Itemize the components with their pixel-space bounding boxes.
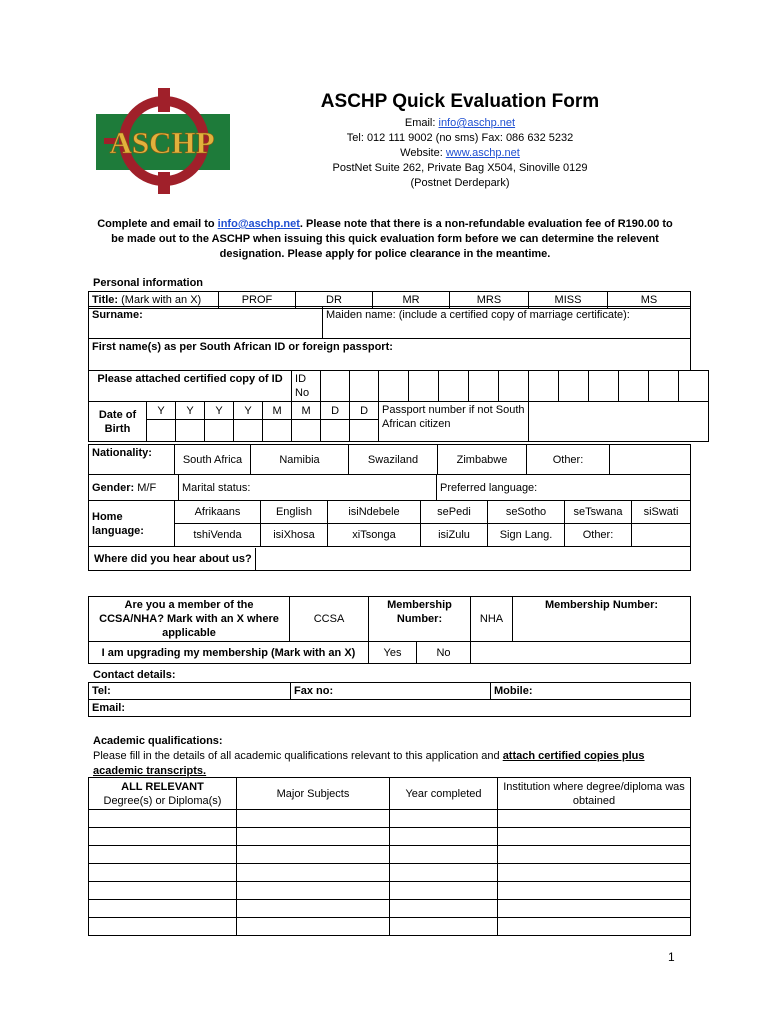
id-dob-table bbox=[88, 370, 709, 442]
year-cell[interactable] bbox=[390, 828, 498, 846]
title-dr[interactable]: DR bbox=[296, 292, 373, 309]
dob-m2: M bbox=[292, 402, 321, 420]
lang-isixhosa[interactable]: isiXhosa bbox=[261, 524, 328, 547]
subjects-cell[interactable] bbox=[237, 864, 390, 882]
academic-table bbox=[88, 777, 691, 936]
institution-cell[interactable] bbox=[498, 882, 691, 900]
upgrading-label: I am upgrading my membership (Mark with an X) bbox=[89, 642, 369, 664]
dob-box-2[interactable] bbox=[176, 420, 205, 442]
upgrading-extra[interactable] bbox=[471, 642, 691, 664]
mobile-field[interactable]: Mobile: bbox=[491, 683, 691, 700]
year-cell[interactable] bbox=[390, 882, 498, 900]
page-number: 1 bbox=[668, 950, 675, 964]
lang-tshivenda[interactable]: tshiVenda bbox=[175, 524, 261, 547]
table-row bbox=[89, 882, 691, 900]
maiden-name-field[interactable]: Maiden name: (include a certified copy of marriage certificate): bbox=[323, 307, 691, 339]
institution-cell[interactable] bbox=[498, 918, 691, 936]
id-box-2[interactable] bbox=[350, 371, 379, 402]
academic-section-text bbox=[93, 734, 683, 779]
header-email: Email: info@aschp.net bbox=[404, 117, 516, 129]
aschp-logo bbox=[96, 88, 230, 194]
passport-field[interactable] bbox=[529, 402, 709, 442]
first-names-field[interactable]: First name(s) as per South African ID or foreign passport: bbox=[89, 339, 691, 371]
membership-table bbox=[88, 596, 691, 664]
institution-cell[interactable] bbox=[498, 828, 691, 846]
fax-field[interactable]: Fax no: bbox=[291, 683, 491, 700]
id-box-5[interactable] bbox=[439, 371, 469, 402]
logo-text: ASCHP bbox=[109, 125, 215, 160]
header-tel: Tel: 012 111 9002 (no sms) Fax: 086 632 5232 bbox=[346, 132, 574, 144]
dob-box-6[interactable] bbox=[292, 420, 321, 442]
nationality-other[interactable]: Other: bbox=[527, 445, 610, 475]
subjects-cell[interactable] bbox=[237, 918, 390, 936]
subjects-cell[interactable] bbox=[237, 828, 390, 846]
upgrading-yes[interactable]: Yes bbox=[369, 642, 417, 664]
lang-afrikaans[interactable]: Afrikaans bbox=[175, 501, 261, 524]
dob-label: Date of Birth bbox=[89, 402, 147, 442]
subjects-cell[interactable] bbox=[237, 846, 390, 864]
lang-isizulu[interactable]: isiZulu bbox=[421, 524, 488, 547]
id-box-10[interactable] bbox=[589, 371, 619, 402]
nationality-zimbabwe[interactable]: Zimbabwe bbox=[438, 445, 527, 475]
year-cell[interactable] bbox=[390, 864, 498, 882]
personal-heading: Personal information bbox=[93, 277, 204, 289]
marital-status-field[interactable]: Marital status: bbox=[179, 475, 437, 501]
id-box-11[interactable] bbox=[619, 371, 649, 402]
table-row bbox=[89, 846, 691, 864]
title-ms[interactable]: MS bbox=[608, 292, 691, 309]
id-copy-label: Please attached certified copy of ID bbox=[89, 371, 292, 402]
surname-field[interactable]: Surname: bbox=[89, 307, 323, 339]
lang-sepedi[interactable]: sePedi bbox=[421, 501, 488, 524]
degree-cell[interactable] bbox=[89, 810, 237, 828]
academic-description: Please fill in the details of all academic qualifications relevant to this application and attach certified copies plus academic transcripts. bbox=[93, 750, 645, 777]
table-row bbox=[89, 918, 691, 936]
degree-cell[interactable] bbox=[89, 882, 237, 900]
preferred-language-field[interactable]: Preferred language: bbox=[437, 475, 691, 501]
passport-label: Passport number if not South African citizen bbox=[379, 402, 529, 442]
subjects-cell[interactable] bbox=[237, 900, 390, 918]
dob-box-7[interactable] bbox=[321, 420, 350, 442]
email-field[interactable]: Email: bbox=[89, 700, 691, 717]
home-language-table bbox=[88, 500, 691, 571]
id-box-13[interactable] bbox=[679, 371, 709, 402]
year-cell[interactable] bbox=[390, 846, 498, 864]
lang-other-field[interactable] bbox=[632, 524, 691, 547]
title-prof[interactable]: PROF bbox=[219, 292, 296, 309]
page-title: ASCHP Quick Evaluation Form bbox=[320, 91, 600, 112]
degree-cell[interactable] bbox=[89, 918, 237, 936]
id-box-4[interactable] bbox=[409, 371, 439, 402]
contact-heading: Contact details: bbox=[93, 669, 176, 681]
table-row bbox=[89, 864, 691, 882]
title-miss[interactable]: MISS bbox=[529, 292, 608, 309]
lang-isindebele[interactable]: isiNdebele bbox=[328, 501, 421, 524]
lang-other[interactable]: Other: bbox=[565, 524, 632, 547]
id-box-1[interactable] bbox=[321, 371, 350, 402]
nationality-namibia[interactable]: Namibia bbox=[251, 445, 349, 475]
nationality-table bbox=[88, 444, 691, 475]
dob-y1: Y bbox=[147, 402, 176, 420]
dob-box-4[interactable] bbox=[234, 420, 263, 442]
title-mrs[interactable]: MRS bbox=[450, 292, 529, 309]
nha-membership-number[interactable]: Membership Number: bbox=[513, 597, 691, 642]
lang-sign[interactable]: Sign Lang. bbox=[488, 524, 565, 547]
dob-box-3[interactable] bbox=[205, 420, 234, 442]
hear-about-us-field[interactable]: Where did you hear about us? bbox=[89, 547, 691, 571]
dob-y3: Y bbox=[205, 402, 234, 420]
dob-y4: Y bbox=[234, 402, 263, 420]
col-institution: Institution where degree/diploma was obtained bbox=[498, 778, 691, 810]
email-link[interactable]: info@aschp.net bbox=[438, 117, 516, 129]
website-link[interactable]: www.aschp.net bbox=[445, 147, 520, 159]
contact-table bbox=[88, 682, 691, 717]
col-major-subjects: Major Subjects bbox=[237, 778, 390, 810]
tel-field[interactable]: Tel: bbox=[89, 683, 291, 700]
institution-cell[interactable] bbox=[498, 900, 691, 918]
lang-setswana[interactable]: seTswana bbox=[565, 501, 632, 524]
nationality-other-field[interactable] bbox=[610, 445, 691, 475]
id-box-7[interactable] bbox=[499, 371, 529, 402]
dob-d1: D bbox=[321, 402, 350, 420]
id-no-label: ID No bbox=[292, 371, 321, 402]
degree-cell[interactable] bbox=[89, 864, 237, 882]
academic-heading: Academic qualifications: bbox=[93, 735, 223, 747]
member-question: Are you a member of the CCSA/NHA? Mark with an X where applicable bbox=[89, 597, 290, 642]
id-box-6[interactable] bbox=[469, 371, 499, 402]
form-header bbox=[250, 90, 670, 191]
title-mr[interactable]: MR bbox=[373, 292, 450, 309]
lang-english[interactable]: English bbox=[261, 501, 328, 524]
table-row bbox=[89, 900, 691, 918]
header-postnet2: (Postnet Derdepark) bbox=[410, 177, 510, 189]
lang-siswati[interactable]: siSwati bbox=[632, 501, 691, 524]
dob-d2: D bbox=[350, 402, 379, 420]
home-language-label: Home language: bbox=[89, 501, 175, 547]
year-cell[interactable] bbox=[390, 810, 498, 828]
nationality-south-africa[interactable]: South Africa bbox=[175, 445, 251, 475]
col-year-completed: Year completed bbox=[390, 778, 498, 810]
institution-cell[interactable] bbox=[498, 864, 691, 882]
notice-email-link[interactable]: info@aschp.net bbox=[217, 218, 300, 230]
id-box-12[interactable] bbox=[649, 371, 679, 402]
subjects-cell[interactable] bbox=[237, 810, 390, 828]
id-box-3[interactable] bbox=[379, 371, 409, 402]
dob-m1: M bbox=[263, 402, 292, 420]
fee-notice: Complete and email to info@aschp.net. Please note that there is a non-refundable evaluation fee of R190.00 to be made out to the ASCHP when issuing this quick evaluation form before we can determine the relevent designation. Please apply for police clearance in the meantime. bbox=[97, 218, 673, 260]
ccsa-option[interactable]: CCSA bbox=[290, 597, 369, 642]
dob-box-5[interactable] bbox=[263, 420, 292, 442]
degree-cell[interactable] bbox=[89, 828, 237, 846]
degree-cell[interactable] bbox=[89, 900, 237, 918]
institution-cell[interactable] bbox=[498, 846, 691, 864]
gender-table bbox=[88, 474, 691, 501]
dob-box-1[interactable] bbox=[147, 420, 176, 442]
gender-field[interactable]: Gender: M/F bbox=[89, 475, 179, 501]
title-label: Title: (Mark with an X) bbox=[89, 292, 219, 309]
year-cell[interactable] bbox=[390, 900, 498, 918]
header-website: Website: www.aschp.net bbox=[400, 147, 520, 159]
nha-option[interactable]: NHA bbox=[471, 597, 513, 642]
surname-table bbox=[88, 306, 691, 371]
upgrading-no[interactable]: No bbox=[417, 642, 471, 664]
id-box-8[interactable] bbox=[529, 371, 559, 402]
col-degree: ALL RELEVANT Degree(s) or Diploma(s) bbox=[89, 778, 237, 810]
year-cell[interactable] bbox=[390, 918, 498, 936]
lang-xitsonga[interactable]: xiTsonga bbox=[328, 524, 421, 547]
ccsa-membership-number[interactable]: Membership Number: bbox=[369, 597, 471, 642]
logo-graphic bbox=[96, 88, 230, 194]
dob-box-8[interactable] bbox=[350, 420, 379, 442]
lang-sesotho[interactable]: seSotho bbox=[488, 501, 565, 524]
dob-y2: Y bbox=[176, 402, 205, 420]
header-postnet: PostNet Suite 262, Private Bag X504, Sinoville 0129 bbox=[332, 162, 588, 174]
id-box-9[interactable] bbox=[559, 371, 589, 402]
table-row bbox=[89, 828, 691, 846]
table-row bbox=[89, 810, 691, 828]
subjects-cell[interactable] bbox=[237, 882, 390, 900]
nationality-label: Nationality: bbox=[89, 445, 175, 475]
nationality-swaziland[interactable]: Swaziland bbox=[349, 445, 438, 475]
degree-cell[interactable] bbox=[89, 846, 237, 864]
institution-cell[interactable] bbox=[498, 810, 691, 828]
